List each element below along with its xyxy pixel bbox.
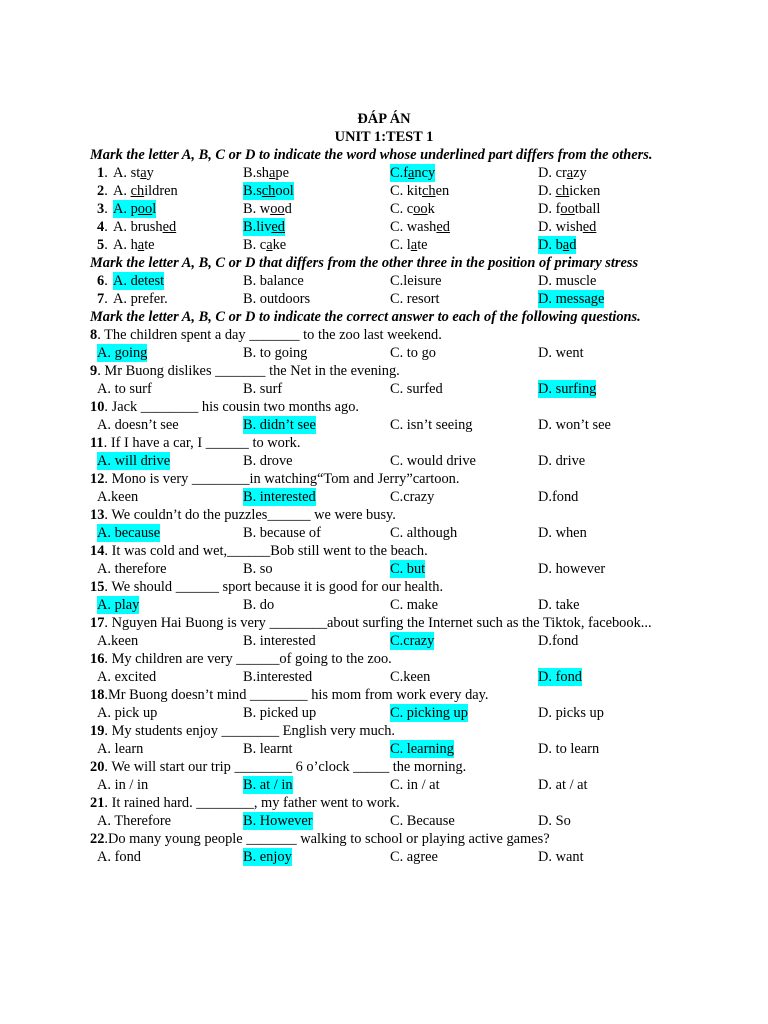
option-prefix: C. kit	[390, 183, 422, 199]
option-prefix: A.	[113, 183, 131, 199]
question-stem: 14. It was cold and wet,______Bob still went to the beach.	[90, 543, 428, 559]
underlined-part: a	[137, 237, 145, 253]
underlined-part: a	[269, 165, 276, 181]
question-number-value: 4	[97, 219, 105, 235]
option-prefix: B. w	[243, 201, 271, 217]
question-number-value: 7	[97, 291, 105, 307]
option-b: B. drove	[243, 453, 293, 469]
question-number-value: 10	[90, 399, 105, 415]
option-d: D. message	[538, 291, 605, 307]
option-c: C. learning	[390, 741, 454, 757]
option-a: A.keen	[97, 633, 139, 649]
option-prefix: C. wash	[390, 219, 437, 235]
option-suffix: ke	[272, 237, 287, 253]
question-text: It was cold and wet,______Bob still went to the beach.	[111, 543, 428, 559]
option-d: D. fond	[538, 669, 582, 685]
option-a: A. because	[97, 525, 161, 541]
question-stem: 11. If I have a car, I ______ to work.	[90, 435, 301, 451]
page-title: ĐÁP ÁN	[357, 111, 411, 127]
option-c	[390, 218, 450, 236]
option-suffix: l	[152, 201, 157, 217]
option-prefix: A. st	[113, 165, 141, 181]
options-row	[0, 452, 768, 470]
question-row	[0, 182, 768, 200]
option-prefix: B. c	[243, 237, 267, 253]
option-c	[390, 236, 428, 254]
option-c: C. in / at	[390, 777, 440, 793]
option-suffix: ool	[275, 183, 294, 199]
options-row	[0, 812, 768, 830]
option-b	[243, 236, 286, 254]
option-d	[538, 218, 596, 236]
question-number: 5.	[97, 237, 108, 253]
answer-key-page	[0, 110, 768, 866]
option-b: B. picked up	[243, 705, 317, 721]
option-a: A.keen	[97, 489, 139, 505]
option-prefix: C. l	[390, 237, 411, 253]
option-suffix: ncy	[414, 165, 436, 181]
option-suffix: d	[569, 237, 577, 253]
option-b: B. learnt	[243, 741, 293, 757]
option-suffix: pe	[275, 165, 289, 181]
option-c: C. isn’t seeing	[390, 417, 473, 433]
option-suffix: d	[284, 201, 292, 217]
question-stem: 8. The children spent a day _______ to the zoo last weekend.	[90, 327, 442, 343]
option-c: C. agree	[390, 849, 438, 865]
question-stem: 17. Nguyen Hai Buong is very ________about surfing the Internet such as the Tiktok, facebook...	[90, 615, 652, 631]
option-prefix: D. cr	[538, 165, 567, 181]
option-b: B. However	[243, 813, 313, 829]
option-c: C.leisure	[390, 273, 442, 289]
options-row	[0, 632, 768, 650]
option-d: D. at / at	[538, 777, 588, 793]
option-suffix: y	[146, 165, 154, 181]
option-prefix: C. c	[390, 201, 414, 217]
option-c: C. would drive	[390, 453, 476, 469]
question-stem: 21. It rained hard. ________, my father went to work.	[90, 795, 400, 811]
question-stem: 18.Mr Buong doesn’t mind ________ his mom from work every day.	[90, 687, 489, 703]
underlined-part: a	[410, 237, 418, 253]
underlined-part: a	[566, 165, 574, 181]
question-stem: 9. Mr Buong dislikes _______ the Net in the evening.	[90, 363, 400, 379]
option-a	[113, 236, 155, 254]
stress-items	[0, 272, 768, 308]
question-text: We should ______ sport because it is good for our health.	[111, 579, 444, 595]
option-d: D. muscle	[538, 273, 597, 289]
option-d: D. So	[538, 813, 571, 829]
options-row	[0, 344, 768, 362]
question-text: Mr Buong dislikes _______ the Net in the evening.	[104, 363, 400, 379]
option-a: A. therefore	[97, 561, 167, 577]
underlined-part: ed	[436, 219, 450, 235]
option-b: B. interested	[243, 633, 316, 649]
option-a: A. doesn’t see	[97, 417, 179, 433]
question-row	[0, 200, 768, 218]
question-text: Mono is very ________in watching“Tom and Jerry”cartoon.	[111, 471, 460, 487]
option-prefix: D. wish	[538, 219, 583, 235]
question-stem: 20. We will start our trip ________ 6 o’clock _____ the morning.	[90, 759, 467, 775]
question-stem: 12. Mono is very ________in watching“Tom and Jerry”cartoon.	[90, 471, 460, 487]
option-prefix: A. h	[113, 237, 138, 253]
option-d: D. went	[538, 345, 584, 361]
options-row	[0, 488, 768, 506]
option-a: A. prefer.	[113, 291, 168, 307]
option-suffix: k	[427, 201, 435, 217]
underlined-part: a	[266, 237, 273, 253]
question-number-value: 9	[90, 363, 98, 379]
option-b: B. surf	[243, 381, 283, 397]
option-d: D. picks up	[538, 705, 604, 721]
option-prefix: D.	[538, 183, 556, 199]
option-c: C. picking up	[390, 705, 468, 721]
option-a	[113, 200, 156, 218]
question-row	[0, 218, 768, 236]
option-d	[538, 164, 587, 182]
options-row	[0, 524, 768, 542]
option-b: B. balance	[243, 273, 304, 289]
option-a: A. will drive	[97, 453, 171, 469]
question-stem: 13. We couldn’t do the puzzles______ we were busy.	[90, 507, 396, 523]
option-a: A. learn	[97, 741, 144, 757]
option-suffix: ildren	[144, 183, 178, 199]
question-number-value: 6	[97, 273, 105, 289]
option-b: B. do	[243, 597, 275, 613]
option-a: A. in / in	[97, 777, 149, 793]
option-prefix: B.sh	[243, 165, 269, 181]
option-d: D. surfing	[538, 381, 597, 397]
option-suffix: tball	[574, 201, 601, 217]
question-row	[0, 164, 768, 182]
option-suffix: te	[417, 237, 428, 253]
question-number: 7.	[97, 291, 108, 307]
option-c: C. although	[390, 525, 458, 541]
question-text: My children are very ______of going to the zoo.	[111, 651, 392, 667]
question-number-value: 20	[90, 759, 105, 775]
option-d	[538, 200, 600, 218]
question-row	[0, 236, 768, 254]
underlined-part: ed	[582, 219, 597, 235]
question-stem: 16. My children are very ______of going to the zoo.	[90, 651, 392, 667]
options-row	[0, 668, 768, 686]
option-c: C. resort	[390, 291, 440, 307]
options-row	[0, 848, 768, 866]
question-number-value: 16	[90, 651, 105, 667]
underlined-part: ed	[271, 219, 285, 235]
option-b: B. didn’t see	[243, 417, 316, 433]
section-pronunciation-instruction: Mark the letter A, B, C or D to indicate the word whose underlined part differs from the others.	[90, 147, 653, 163]
options-row	[0, 704, 768, 722]
option-b: B.interested	[243, 669, 313, 685]
option-d: D.fond	[538, 633, 579, 649]
options-row	[0, 416, 768, 434]
question-number-value: 21	[90, 795, 105, 811]
option-a	[113, 164, 154, 182]
question-number-value: 22	[90, 831, 105, 847]
option-prefix: D. b	[538, 237, 563, 253]
question-number-value: 15	[90, 579, 105, 595]
option-b	[243, 200, 292, 218]
question-number-value: 2	[97, 183, 105, 199]
question-text: Nguyen Hai Buong is very ________about surfing the Internet such as the Tiktok, facebook...	[111, 615, 652, 631]
question-number: 1.	[97, 165, 108, 181]
option-d: D. however	[538, 561, 606, 577]
question-text: It rained hard. ________, my father went to work.	[111, 795, 400, 811]
question-number-value: 17	[90, 615, 105, 631]
underlined-part: oo	[413, 201, 428, 217]
option-a: A. pick up	[97, 705, 158, 721]
option-d	[538, 182, 600, 200]
question-stem: 15. We should ______ sport because it is good for our health.	[90, 579, 444, 595]
question-number-value: 8	[90, 327, 98, 343]
option-d: D. to learn	[538, 741, 600, 757]
option-suffix: zy	[573, 165, 587, 181]
option-suffix: te	[144, 237, 155, 253]
question-number-value: 12	[90, 471, 105, 487]
section-stress-instruction: Mark the letter A, B, C or D that differs from the other three in the position of primary stress	[90, 255, 639, 271]
option-b: B. because of	[243, 525, 321, 541]
question-text: The children spent a day _______ to the zoo last weekend.	[104, 327, 442, 343]
question-number-value: 1	[97, 165, 105, 181]
option-a: A. excited	[97, 669, 157, 685]
option-d: D. when	[538, 525, 587, 541]
option-c: C. surfed	[390, 381, 443, 397]
question-number-value: 13	[90, 507, 105, 523]
option-d: D. take	[538, 597, 580, 613]
option-a: A. going	[97, 345, 148, 361]
question-number-value: 19	[90, 723, 105, 739]
option-c: C. but	[390, 561, 426, 577]
option-prefix: B.s	[243, 183, 262, 199]
option-d: D. won’t see	[538, 417, 611, 433]
option-d	[538, 236, 576, 254]
option-a: A. play	[97, 597, 140, 613]
question-text: We will start our trip ________ 6 o’clock _____ the morning.	[111, 759, 467, 775]
question-number: 3.	[97, 201, 108, 217]
option-c	[390, 182, 449, 200]
underlined-part: a	[408, 165, 415, 181]
grammar-items	[0, 326, 768, 866]
question-row	[0, 290, 768, 308]
question-text: My students enjoy ________ English very much.	[111, 723, 395, 739]
question-number-value: 11	[90, 435, 104, 451]
option-b	[243, 182, 294, 200]
option-b	[243, 164, 289, 182]
section-grammar-instruction: Mark the letter A, B, C or D to indicate the correct answer to each of the following questions.	[90, 309, 641, 325]
option-c	[390, 200, 435, 218]
option-prefix: B.liv	[243, 219, 272, 235]
option-b: B. enjoy	[243, 849, 292, 865]
option-b: B. interested	[243, 489, 316, 505]
question-stem: 19. My students enjoy ________ English very much.	[90, 723, 395, 739]
options-row	[0, 740, 768, 758]
pronunciation-items	[0, 164, 768, 254]
option-c	[390, 164, 435, 182]
underlined-part: a	[140, 165, 147, 181]
option-prefix: D. f	[538, 201, 561, 217]
option-c: C. Because	[390, 813, 455, 829]
option-c: C.crazy	[390, 489, 435, 505]
question-row	[0, 272, 768, 290]
options-row	[0, 560, 768, 578]
page-subtitle: UNIT 1:TEST 1	[334, 129, 434, 145]
underlined-part: ch	[555, 183, 570, 199]
option-suffix: icken	[569, 183, 601, 199]
options-row	[0, 776, 768, 794]
option-c: C. to go	[390, 345, 436, 361]
question-text: We couldn’t do the puzzles______ we were busy.	[111, 507, 396, 523]
option-d: D. drive	[538, 453, 586, 469]
option-d: D.fond	[538, 489, 579, 505]
underlined-part: oo	[560, 201, 575, 217]
question-text: Mr Buong doesn’t mind ________ his mom from work every day.	[108, 687, 489, 703]
option-prefix: A. p	[113, 201, 138, 217]
question-number: 4.	[97, 219, 108, 235]
question-number: 6.	[97, 273, 108, 289]
option-b: B. to going	[243, 345, 308, 361]
question-number-value: 5	[97, 237, 105, 253]
question-stem: 22.Do many young people _______ walking to school or playing active games?	[90, 831, 550, 847]
option-c: C.keen	[390, 669, 431, 685]
underlined-part: ed	[162, 219, 177, 235]
question-number-value: 3	[97, 201, 105, 217]
option-a: A. Therefore	[97, 813, 172, 829]
option-b	[243, 218, 285, 236]
option-a: A. detest	[113, 273, 165, 289]
option-b: B. outdoors	[243, 291, 311, 307]
option-a	[113, 218, 176, 236]
option-a: A. to surf	[97, 381, 152, 397]
question-text: If I have a car, I ______ to work.	[110, 435, 301, 451]
underlined-part: ch	[422, 183, 436, 199]
options-row	[0, 596, 768, 614]
option-b: B. at / in	[243, 777, 293, 793]
option-a	[113, 182, 178, 200]
question-number-value: 14	[90, 543, 105, 559]
underlined-part: ch	[130, 183, 145, 199]
option-d: D. want	[538, 849, 584, 865]
question-number-value: 18	[90, 687, 105, 703]
underlined-part: oo	[270, 201, 285, 217]
option-prefix: A. brush	[113, 219, 163, 235]
question-number: 2.	[97, 183, 108, 199]
underlined-part: oo	[137, 201, 153, 217]
question-text: Do many young people _______ walking to school or playing active games?	[108, 831, 550, 847]
underlined-part: ch	[261, 183, 276, 199]
option-a: A. fond	[97, 849, 141, 865]
question-text: Jack ________ his cousin two months ago.	[111, 399, 360, 415]
option-c: C. make	[390, 597, 438, 613]
option-c: C.crazy	[390, 633, 435, 649]
option-suffix: en	[435, 183, 450, 199]
options-row	[0, 380, 768, 398]
question-stem: 10. Jack ________ his cousin two months ago.	[90, 399, 360, 415]
option-b: B. so	[243, 561, 273, 577]
underlined-part: a	[562, 237, 570, 253]
option-prefix: C.f	[390, 165, 408, 181]
